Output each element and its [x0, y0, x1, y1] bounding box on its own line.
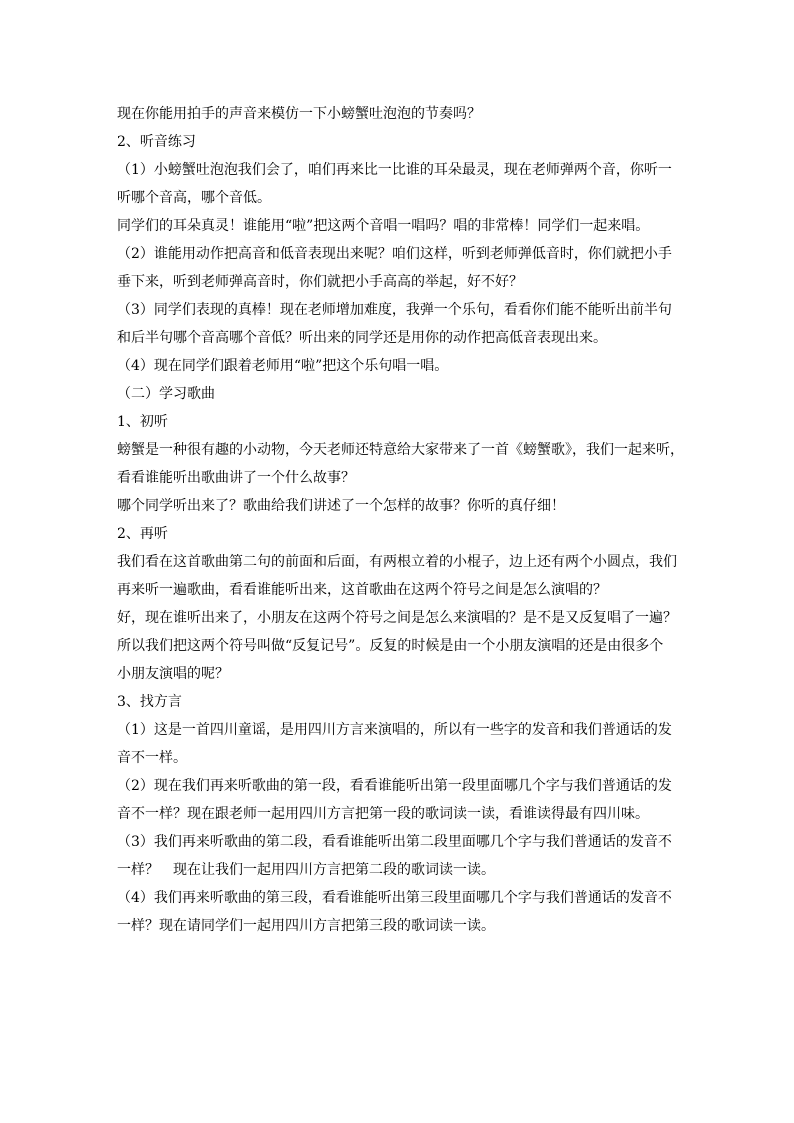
text-line: 好，现在谁听出来了，小朋友在这两个符号之间是怎么来演唱的？是不是又反复唱了一遍？ [117, 610, 677, 626]
text-line: 小朋友演唱的呢？ [117, 666, 229, 682]
section-heading: 2、听音练习 [117, 134, 196, 150]
text-line: 一样？ 现在让我们一起用四川方言把第二段的歌词读一读。 [117, 862, 495, 878]
text-line: 看看谁能听出歌曲讲了一个什么故事？ [117, 470, 355, 486]
text-line: 螃蟹是一种很有趣的小动物，今天老师还特意给大家带来了一首《螃蟹歌》，我们一起来听， [117, 442, 684, 458]
section-heading: 3、找方言 [117, 694, 182, 710]
section-heading: 1、初听 [117, 414, 168, 430]
text-line: （2）谁能用动作把高音和低音表现出来呢？咱们这样，听到老师弹低音时，你们就把小手 [117, 246, 672, 262]
text-line: 听哪个音高，哪个音低。 [117, 190, 271, 206]
text-line: 我们看在这首歌曲第二句的前面和后面，有两根立着的小棍子，边上还有两个小圆点，我们 [117, 554, 677, 570]
text-line: （1）小螃蟹吐泡泡我们会了，咱们再来比一比谁的耳朵最灵，现在老师弹两个音，你听一 [117, 162, 672, 178]
text-line: 再来听一遍歌曲，看看谁能听出来，这首歌曲在这两个符号之间是怎么演唱的？ [117, 582, 607, 598]
text-line: （2）现在我们再来听歌曲的第一段，看看谁能听出第一段里面哪几个字与我们普通话的发 [117, 778, 672, 794]
text-line: （4）现在同学们跟着老师用“啦”把这个乐句唱一唱。 [117, 358, 449, 374]
text-line: （3）我们再来听歌曲的第二段，看看谁能听出第二段里面哪几个字与我们普通话的发音不 [117, 834, 672, 850]
text-line: 和后半句哪个音高哪个音低？听出来的同学还是用你的动作把高低音表现出来。 [117, 330, 607, 346]
section-heading: （二）学习歌曲 [117, 386, 215, 402]
text-line: （3）同学们表现的真棒！现在老师增加难度，我弹一个乐句，看看你们能不能听出前半句 [117, 302, 672, 318]
text-line: （4）我们再来听歌曲的第三段，看看谁能听出第三段里面哪几个字与我们普通话的发音不 [117, 890, 672, 906]
text-line: 哪个同学听出来了？歌曲给我们讲述了一个怎样的故事？你听的真仔细！ [117, 498, 565, 514]
section-heading: 2、再听 [117, 526, 168, 542]
text-line: 音不一样。 [117, 750, 187, 766]
text-line: 垂下来，听到老师弹高音时，你们就把小手高高的举起，好不好？ [117, 274, 523, 290]
text-line: （1）这是一首四川童谣，是用四川方言来演唱的，所以有一些字的发音和我们普通话的发 [117, 722, 672, 738]
text-line: 所以我们把这两个符号叫做“反复记号”。反复的时候是由一个小朋友演唱的还是由很多个 [117, 638, 664, 654]
text-line: 音不一样？现在跟老师一起用四川方言把第一段的歌词读一读，看谁读得最有四川味。 [117, 806, 649, 822]
text-line: 现在你能用拍手的声音来模仿一下小螃蟹吐泡泡的节奏吗？ [117, 106, 481, 122]
document-page [117, 100, 683, 940]
text-line: 同学们的耳朵真灵！谁能用“啦”把这两个音唱一唱吗？唱的非常棒！同学们一起来唱。 [117, 218, 650, 234]
text-line: 一样？现在请同学们一起用四川方言把第三段的歌词读一读。 [117, 918, 495, 934]
